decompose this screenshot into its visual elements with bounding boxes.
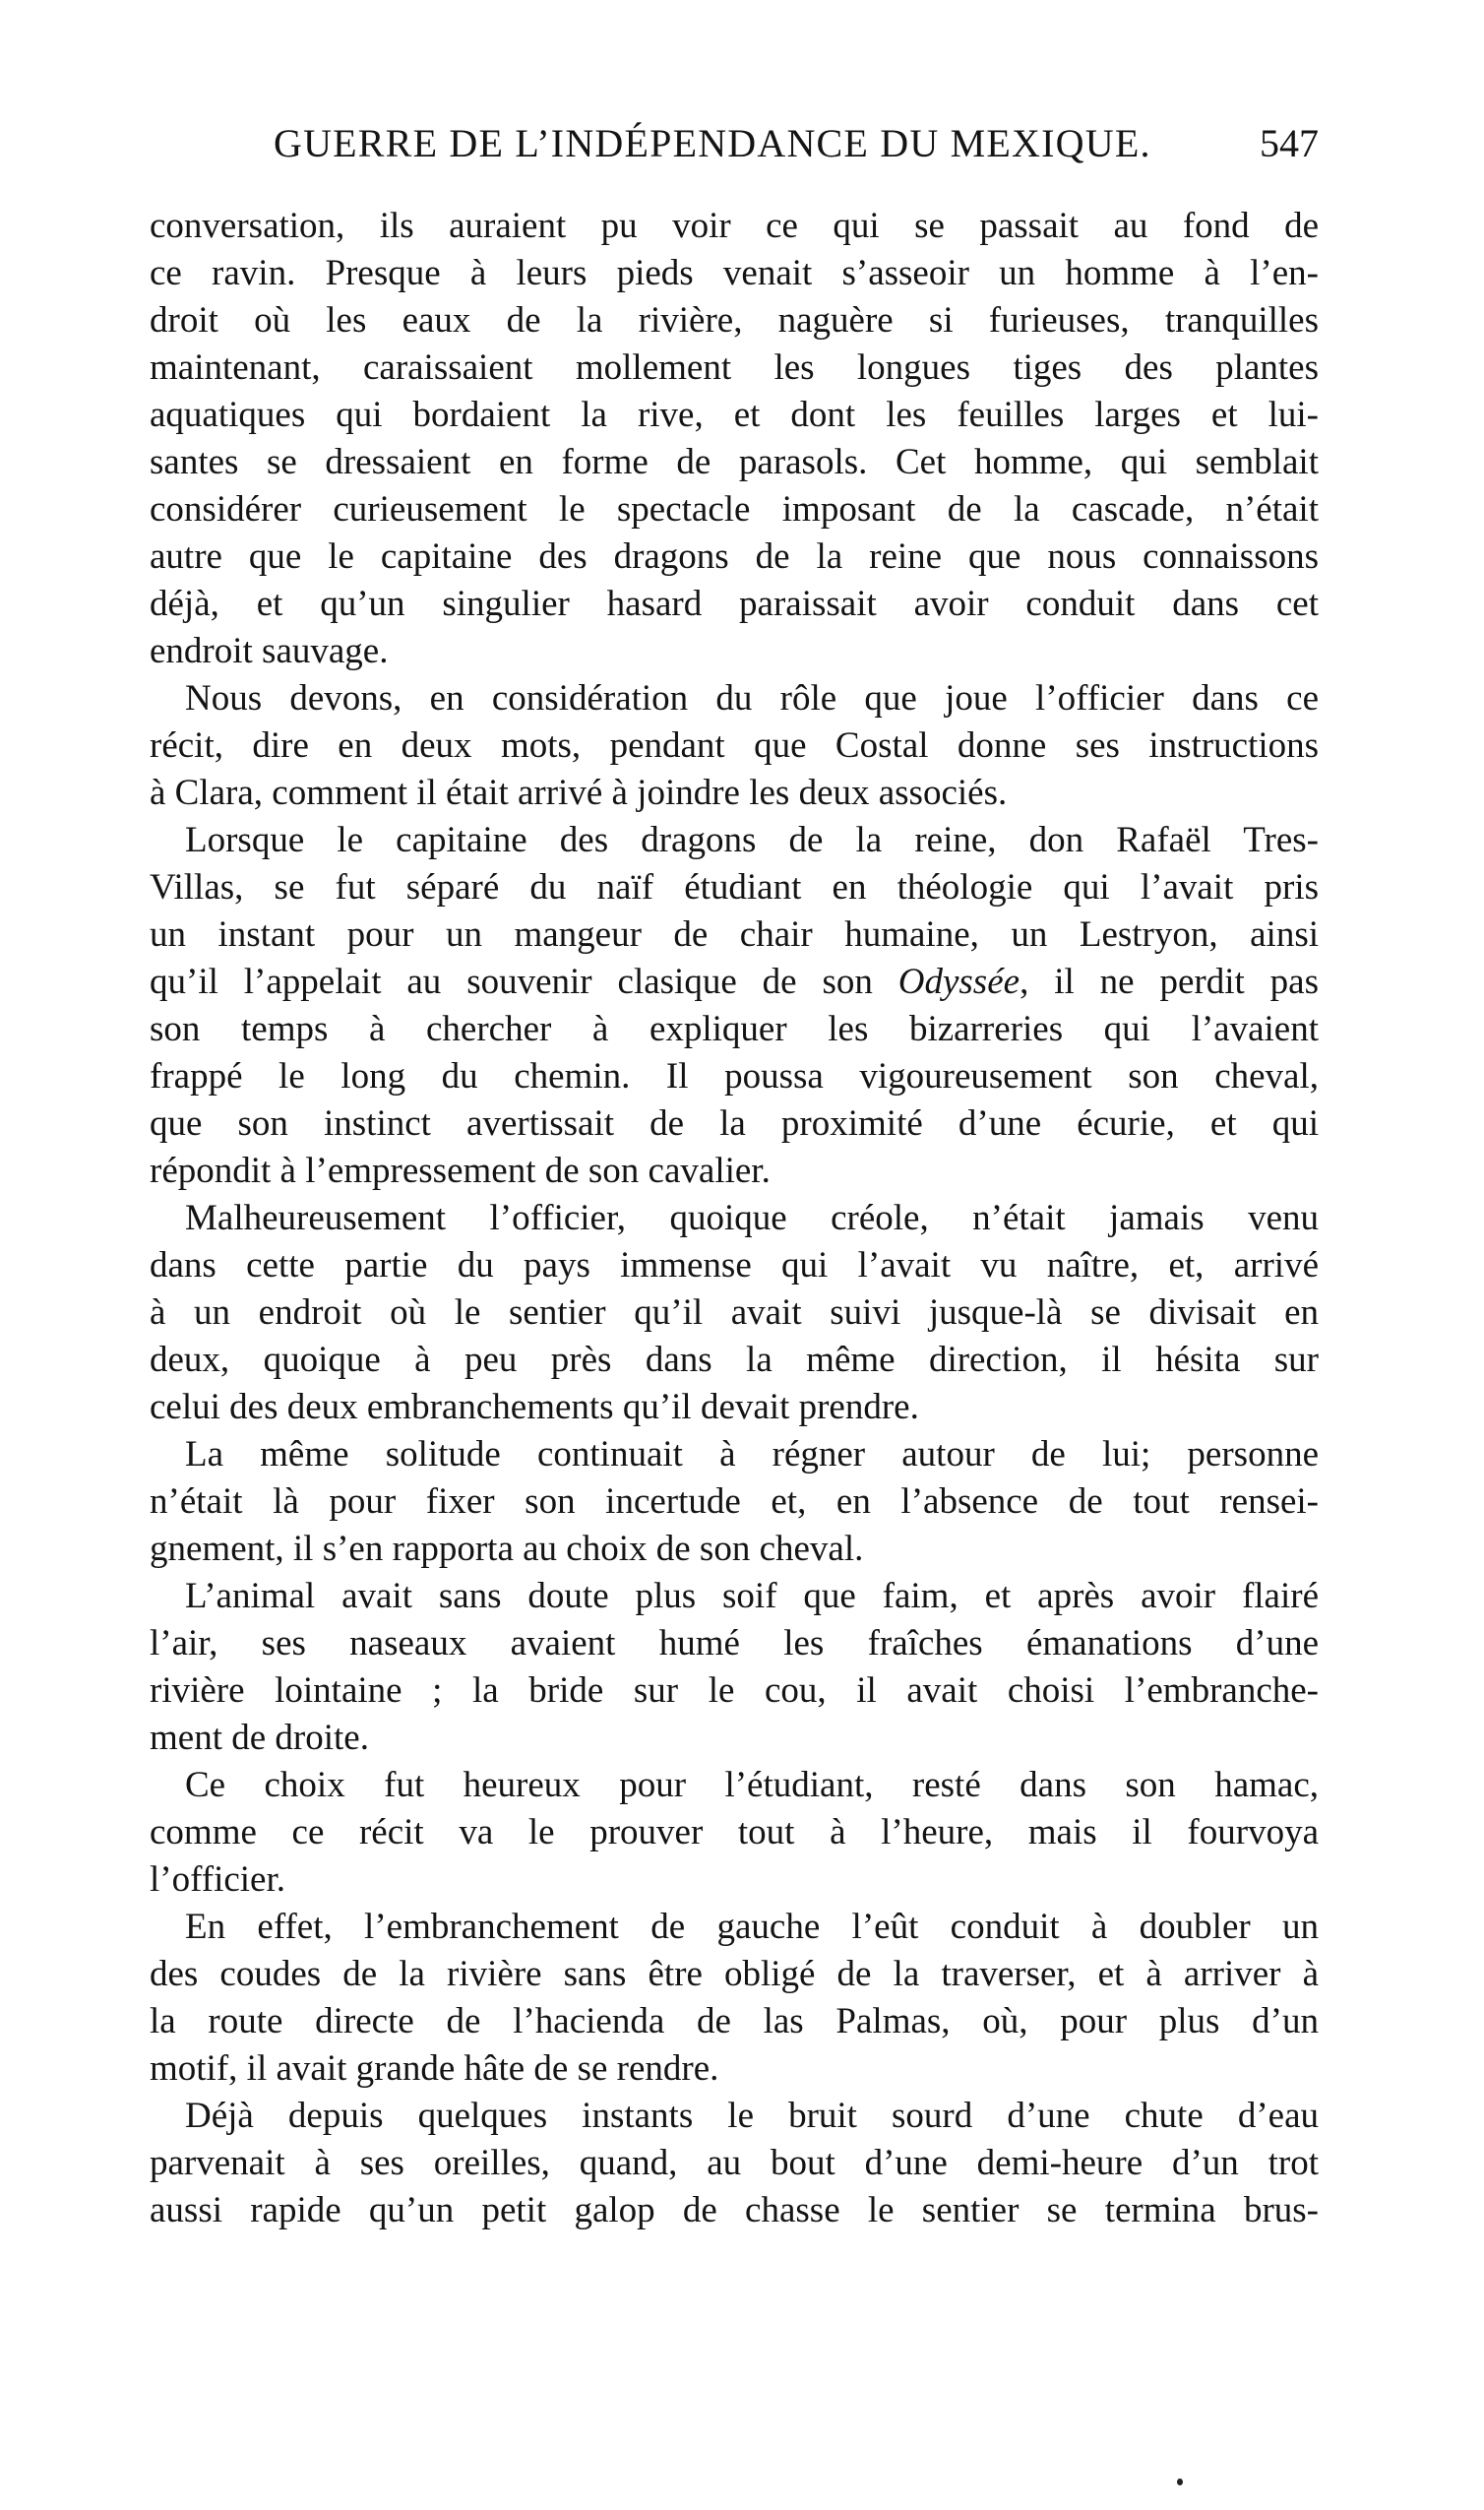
text-line: Ce choix fut heureux pour l’étudiant, resté dans son hamac,	[185, 1765, 1319, 1805]
text-line: qu’il l’appelait au souvenir clasique de son Odyssée, il ne perdit pas	[150, 962, 1319, 1002]
text-line: endroit sauvage.	[150, 631, 389, 671]
text-line: ce ravin. Presque à leurs pieds venait s’asseoir un homme à l’en-	[150, 253, 1319, 293]
text-line: rivière lointaine ; la bride sur le cou, il avait choisi l’embranche-	[150, 1670, 1319, 1711]
text-line: récit, dire en deux mots, pendant que Costal donne ses instructions	[150, 725, 1319, 766]
page-header	[274, 120, 1319, 179]
text-line: comme ce récit va le prouver tout à l’heure, mais il fourvoya	[150, 1812, 1319, 1852]
text-line: parvenait à ses oreilles, quand, au bout d’une demi-heure d’un trot	[150, 2143, 1319, 2183]
paragraph	[150, 1431, 1319, 1573]
ink-speck	[1177, 2479, 1183, 2485]
text-line: autre que le capitaine des dragons de la reine que nous connaissons	[150, 536, 1319, 577]
text-line: santes se dressaient en forme de parasols. Cet homme, qui semblait	[150, 442, 1319, 482]
text-line: L’animal avait sans doute plus soif que faim, et après avoir flairé	[185, 1576, 1319, 1616]
text-line: que son instinct avertissait de la proximité d’une écurie, et qui	[150, 1103, 1319, 1144]
body-text	[150, 203, 1319, 2234]
text-line: aquatiques qui bordaient la rive, et dont les feuilles larges et lui-	[150, 395, 1319, 435]
text-line: frappé le long du chemin. Il poussa vigoureusement son cheval,	[150, 1056, 1319, 1097]
text-line: son temps à chercher à expliquer les bizarreries qui l’avaient	[150, 1009, 1319, 1049]
text-line: En effet, l’embranchement de gauche l’eût conduit à doubler un	[185, 1907, 1319, 1947]
text-line: celui des deux embranchements qu’il devait prendre.	[150, 1387, 919, 1427]
text-line: des coudes de la rivière sans être obligé de la traverser, et à arriver à	[150, 1954, 1319, 1994]
text-line: motif, il avait grande hâte de se rendre.	[150, 2048, 719, 2089]
text-line: déjà, et qu’un singulier hasard paraissait avoir conduit dans cet	[150, 584, 1319, 624]
text-line: maintenant, caraissaient mollement les longues tiges des plantes	[150, 347, 1319, 388]
text-line: l’officier.	[150, 1859, 286, 1900]
text-line: Nous devons, en considération du rôle que joue l’officier dans ce	[185, 678, 1319, 719]
paragraph	[150, 1195, 1319, 1431]
text-line: la route directe de l’hacienda de las Palmas, où, pour plus d’un	[150, 2001, 1319, 2041]
paragraph	[150, 1573, 1319, 1762]
text-line: ment de droite.	[150, 1718, 369, 1758]
running-title: GUERRE DE L’INDÉPENDANCE DU MEXIQUE.	[274, 121, 1151, 165]
text-line: conversation, ils auraient pu voir ce qui se passait au fond de	[150, 206, 1319, 246]
paragraph	[150, 817, 1319, 1195]
paragraph	[150, 675, 1319, 817]
paragraph	[150, 203, 1319, 675]
text-line: gnement, il s’en rapporta au choix de son cheval.	[150, 1529, 864, 1569]
text-line: Malheureusement l’officier, quoique créole, n’était jamais venu	[185, 1198, 1319, 1238]
text-line: à un endroit où le sentier qu’il avait suivi jusque-là se divisait en	[150, 1292, 1319, 1333]
text-line: à Clara, comment il était arrivé à joindre les deux associés.	[150, 773, 1008, 813]
paragraph	[150, 1762, 1319, 1904]
text-line: Lorsque le capitaine des dragons de la reine, don Rafaël Tres-	[185, 820, 1319, 860]
text-line: considérer curieusement le spectacle imposant de la cascade, n’était	[150, 489, 1319, 530]
text-line: aussi rapide qu’un petit galop de chasse le sentier se termina brus-	[150, 2190, 1319, 2230]
text-line: La même solitude continuait à régner autour de lui; personne	[185, 1434, 1319, 1475]
text-line: répondit à l’empressement de son cavalier.	[150, 1151, 771, 1191]
text-line: un instant pour un mangeur de chair humaine, un Lestryon, ainsi	[150, 914, 1319, 955]
page-number: 547	[1260, 121, 1319, 165]
book-title-italic: Odyssée	[897, 962, 1020, 1002]
paragraph	[150, 1904, 1319, 2093]
text-line: l’air, ses naseaux avaient humé les fraîches émanations d’une	[150, 1623, 1319, 1663]
text-line: droit où les eaux de la rivière, naguère si furieuses, tranquilles	[150, 300, 1319, 341]
text-line: n’était là pour fixer son incertude et, en l’absence de tout rensei-	[150, 1481, 1319, 1522]
text-line: Déjà depuis quelques instants le bruit sourd d’une chute d’eau	[185, 2096, 1319, 2136]
text-line: Villas, se fut séparé du naïf étudiant en théologie qui l’avait pris	[150, 867, 1319, 908]
paragraph	[150, 2093, 1319, 2234]
text-line: deux, quoique à peu près dans la même direction, il hésita sur	[150, 1340, 1319, 1380]
text-line: dans cette partie du pays immense qui l’avait vu naître, et, arrivé	[150, 1245, 1319, 1286]
